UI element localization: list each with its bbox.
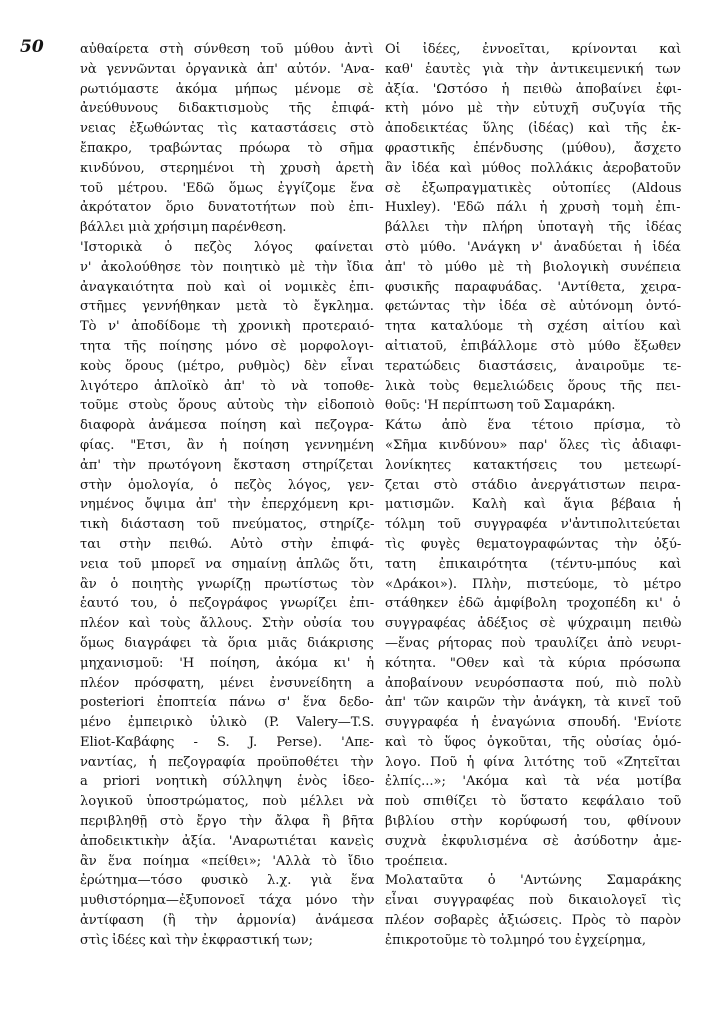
text-line: φίας. "Ετσι, ἂν ἡ ποίηση γεννημένη: [80, 437, 374, 453]
text-line: Κάτω ἀπὸ ἕνα τέτοιο πρίσμα, τὸ: [385, 418, 681, 434]
text-line: Τὸ ν' ἀποδίδομε τὴ χρονικὴ προτεραιό-: [80, 319, 374, 335]
text-line: φετώντας τὴν ἰδέα σὲ αὐτόνομη ὀντό-: [385, 299, 681, 315]
text-line: λιγότερο ἁπλοϊκὸ ἀπ' τὸ νὰ τοποθε-: [80, 378, 374, 394]
text-line: νὰ γεννῶνται ὀργανικὰ ἀπ' αὐτόν. 'Ανα-: [80, 61, 375, 77]
text-line: τατη ἐπικαιρότητα (τέντυ-μπόυς καὶ: [385, 556, 682, 572]
text-line: ἀποδεικτικὴν ἀξία. 'Αναρωτιέται κανεὶς: [80, 833, 374, 849]
text-line: ἂν ὁ ποιητὴς γνωρίζῃ πρωτίστως τὸν: [80, 576, 375, 592]
text-line: μυθιστόρημα—ἐξυπονοεῖ τάχα μόνο τὴν: [80, 893, 375, 909]
text-line: συχνὰ ἐκφυλισμένα σὲ ἀσύδοτην ἀμε-: [385, 833, 682, 849]
text-line: Eliot-Καβάφης - S. J. Perse). 'Απε-: [80, 734, 374, 750]
text-line: Μολαταῦτα ὁ 'Αντώνης Σαμαράκης: [385, 873, 682, 889]
text-line: τοῦ μέτρου. 'Εδῶ ὅμως ἐγγίζομε ἕνα: [80, 180, 374, 196]
paragraph: [385, 40, 681, 416]
text-line: ν' ἀκολούθησε τὸν ποιητικὸ μὲ τὴν ἴδια: [80, 259, 374, 275]
text-line: κότητα. "Οθεν καὶ τὰ κύρια πρόσωπα: [385, 655, 681, 671]
text-line: θοῦς: 'Η περίπτωση τοῦ Σαμαράκη.: [385, 398, 616, 414]
text-line: στάθηκεν ἐδῶ ἀμφίβολη τροχοπέδη κι' ὁ: [385, 596, 681, 612]
text-line: καὶ τὸ ὕφος ὀγκοῦται, τῆς οὐσίας ὁμό-: [385, 734, 682, 750]
text-line: μηχανισμοῦ: 'Η ποίηση, ἀκόμα κι' ἡ: [80, 655, 374, 671]
text-line: ἀξία. 'Ωστόσο ἡ πειθὼ ἀποβαίνει ἐφι-: [385, 81, 682, 97]
text-line: Οἱ ἰδέες, ἐννοεῖται, κρίνονται καὶ: [385, 42, 682, 57]
text-line: posteriori ἐποπτεία πάνω σ' ἕνα δεδο-: [80, 695, 374, 711]
text-line: ἂν ἰδέα καὶ μύθος πολλάκις ἀεροβατοῦν: [385, 160, 681, 176]
text-line: τοῦμε στοὺς ὅρους αὐτοὺς τὴν εἰδοποιὸ: [80, 398, 375, 414]
text-line: λικὰ τοὺς θεμελιώδεις ὅρους τῆς πει-: [385, 378, 681, 394]
page-number: 50: [20, 37, 44, 57]
text-line: κτὴ μόνο μὲ τὴν εὐτυχῆ συζυγία τῆς: [385, 101, 682, 117]
text-line: ἐπικροτοῦμε τὸ τολμηρό του ἐγχείρημα,: [385, 932, 647, 948]
text-line: ἀποβαίνουν νευρόσπαστα πού, πιὸ πολὺ: [385, 675, 682, 691]
text-line: ἔπακρο, τραβώντας πρόωρα τὸ σῆμα: [80, 140, 374, 156]
text-line: ἀνεύθυνους διδακτισμοὺς τῆς ἐπιφά-: [80, 101, 375, 117]
text-line: καθ' ἑαυτὲς γιὰ τὴν ἀντικειμενική των: [385, 61, 681, 77]
text-line: ἀντίφαση (ἢ τὴν ἁρμονία) ἀνάμεσα: [80, 913, 374, 929]
text-line: τόλμη τοῦ συγγραφέα ν'ἀντιπολιτεύεται: [385, 517, 681, 533]
text-line: στὶς ἰδέες καὶ τὴν ἐκφραστική των;: [80, 932, 313, 948]
text-line: τροέπεια.: [385, 853, 448, 869]
text-line: ἐρώτημα—τόσο φυσικὸ λ.χ. γιὰ ἕνα: [80, 873, 375, 889]
text-line: ὅμως διαγράφει τὰ ὅρια μιᾶς διάκρισης: [80, 635, 374, 651]
text-line: ἀναγκαιότητα ποὺ καὶ οἱ νομικὲς ἐπι-: [80, 279, 375, 295]
text-line: πλέον πρόσφατη, μένει ἐνσυνείδητη a: [80, 675, 375, 691]
text-line: 'Ιστορικὰ ὁ πεζὸς λόγος φαίνεται: [80, 239, 374, 255]
text-line: ζεται στὸ στάδιο ἀνεργάτιστων πειρα-: [385, 477, 681, 493]
text-line: πλέον καὶ τοὺς ἄλλους. Στὴν οὐσία του: [80, 616, 375, 632]
text-line: στὸ μύθο. 'Ανάγκη ν' ἀναδύεται ἡ ἰδέα: [385, 239, 681, 255]
text-line: τερατώδεις διαστάσεις, ἀναιροῦμε τε-: [385, 358, 682, 374]
text-line: σὲ ἐξωπραγματικὲς οὐτοπίες (Aldous: [385, 180, 682, 196]
paragraph: [80, 40, 374, 238]
text-line: ποὺ σπιθίζει τὸ ὕστατο κεφάλαιο τοῦ: [385, 794, 682, 810]
text-line: νειας ἐξωθώντας τὶς καταστάσεις στὸ: [80, 121, 374, 137]
text-line: κινδύνου, στερημένοι τὴ χρυσὴ ἀρετὴ: [80, 160, 374, 176]
text-line: τητα τῆς ποίησης μόνο σὲ μορφολογι-: [80, 338, 374, 354]
right-column: [385, 40, 681, 951]
text-line: στὴν ὁμολογία, ὁ πεζὸς λόγος, γεν-: [80, 477, 374, 493]
text-line: ματισμῶν. Καλὴ καὶ ἅγια βέβαια ἡ: [385, 497, 681, 513]
text-line: «Δράκοι»). Πλὴν, πιστεύομε, τὸ μέτρο: [385, 576, 682, 592]
text-line: περιβληθῇ στὸ ἔργο τὴν ἄλφα ἢ βῆτα: [80, 814, 374, 830]
text-line: βάλλει μιὰ χρήσιμη παρένθεση.: [80, 220, 287, 236]
text-line: ἀπ' τὸ μύθο μὲ τὴ βιολογικὴ συνέπεια: [385, 259, 681, 275]
text-line: αἰτιατοῦ, ἐπιβάλλομε στὸ μύθο ἔξωθεν: [385, 338, 682, 354]
text-line: βάλλει τὴν πλήρη ὑποταγὴ τῆς ἰδέας: [385, 220, 682, 236]
text-line: πλέον σοβαρὲς ἀξιώσεις. Πρὸς τὸ παρὸν: [385, 913, 681, 929]
text-line: ἐλπίς...»; 'Ακόμα καὶ τὰ νέα μοτίβα: [385, 774, 682, 790]
text-line: λογικοῦ ὑποστρώματος, ποὺ μέλλει νὰ: [80, 794, 375, 810]
text-line: ἀπ' τῶν καιρῶν τὴν ἀνάγκη, τὰ κινεῖ τοῦ: [385, 695, 682, 711]
text-line: διαφορὰ ἀνάμεσα ποίηση καὶ πεζογρα-: [80, 418, 374, 434]
text-line: ται στὴν πειθώ. Αὐτὸ στὴν ἐπιφά-: [80, 536, 374, 552]
text-line: συγγραφέα ἡ ἐναγώνια σπουδή. 'Ενίοτε: [385, 715, 682, 731]
paragraph: [80, 238, 374, 951]
text-line: ρωτιόμαστε ἀκόμα μήπως μένομε σὲ: [80, 81, 374, 97]
text-line: a priori νοητικὴ σύλληψη ἑνὸς ἰδεο-: [80, 774, 375, 790]
text-line: Huxley). 'Εδῶ πάλι ἡ χρυσὴ τομὴ ἐπι-: [385, 200, 681, 216]
text-line: βιβλίου στὴν κορύφωσή του, φθίνουν: [385, 814, 682, 830]
text-line: κοὺς ὅρους (μέτρο, ρυθμὸς) δὲν εἶναι: [80, 358, 375, 374]
text-line: τὶς φυγὲς θεματογραφώντας τὴν ὀξύ-: [385, 536, 682, 552]
text-line: εἶναι συγγραφέας ποὺ δικαιολογεῖ τὶς: [385, 893, 682, 909]
text-line: ἀπ' τὴν πρωτόγονη ἔκσταση στηρίζεται: [80, 457, 374, 473]
text-line: ναντίας, ἡ πεζογραφία προϋποθέτει τὴν: [80, 754, 374, 770]
text-line: νημένος ὄψιμα ἀπ' τὴν ἐπερχόμενη κρι-: [80, 497, 374, 513]
left-column: [80, 40, 374, 951]
paragraph: [385, 416, 681, 871]
text-line: τητα καταλύομε τὴ σχέση αἰτίου καὶ: [385, 319, 682, 335]
text-line: στῆμες γεννήθηκαν μετὰ τὸ ἔγκλημα.: [80, 299, 374, 315]
text-line: φυσικῆς παραφυάδας. 'Αντίθετα, χειρα-: [385, 279, 682, 295]
paragraph: [385, 871, 681, 950]
text-line: λονίκητες κατακτήσεις του μετεωρί-: [385, 457, 681, 473]
text-line: συγγραφέας ἀδέξιος σὲ ψύχραιμη πειθὼ: [385, 616, 682, 632]
text-line: τικὴ διάσταση τοῦ πνεύματος, στηρίζε-: [80, 517, 375, 533]
text-line: ἑαυτό του, ὁ πεζογράφος γνωρίζει ἐπι-: [80, 596, 375, 612]
text-line: νεια τοῦ μπορεῖ να σημαίνῃ ἁπλῶς ὅτι,: [80, 556, 374, 572]
text-line: ἀκρότατον ὅριο δυνατοτήτων ποὺ ἐπι-: [80, 200, 374, 216]
text-line: ἀποδεικτέας ὕλης (ἰδέας) καὶ τῆς ἐκ-: [385, 121, 681, 137]
text-line: φραστικῆς ἐπένδυσης (μύθου), ἄσχετο: [385, 140, 682, 156]
text-line: —ἕνας ρήτορας ποὺ τραυλίζει ἀπὸ νευρι-: [385, 635, 682, 651]
text-line: ἂν ἕνα ποίημα «πείθει»; 'Αλλὰ τὸ ἴδιο: [80, 853, 375, 869]
text-line: αὐθαίρετα στὴ σύνθεση τοῦ μύθου ἀντὶ: [80, 42, 374, 57]
text-line: «Σῆμα κινδύνου» παρ' ὅλες τὶς ἀδιαφι-: [385, 437, 682, 453]
text-line: λογο. Ποῦ ἡ φίνα λιτότης τοῦ «Ζητεῖται: [385, 754, 681, 770]
text-line: μένο ἐμπειρικὸ ὑλικὸ (P. Valery—T.S.: [80, 715, 375, 731]
